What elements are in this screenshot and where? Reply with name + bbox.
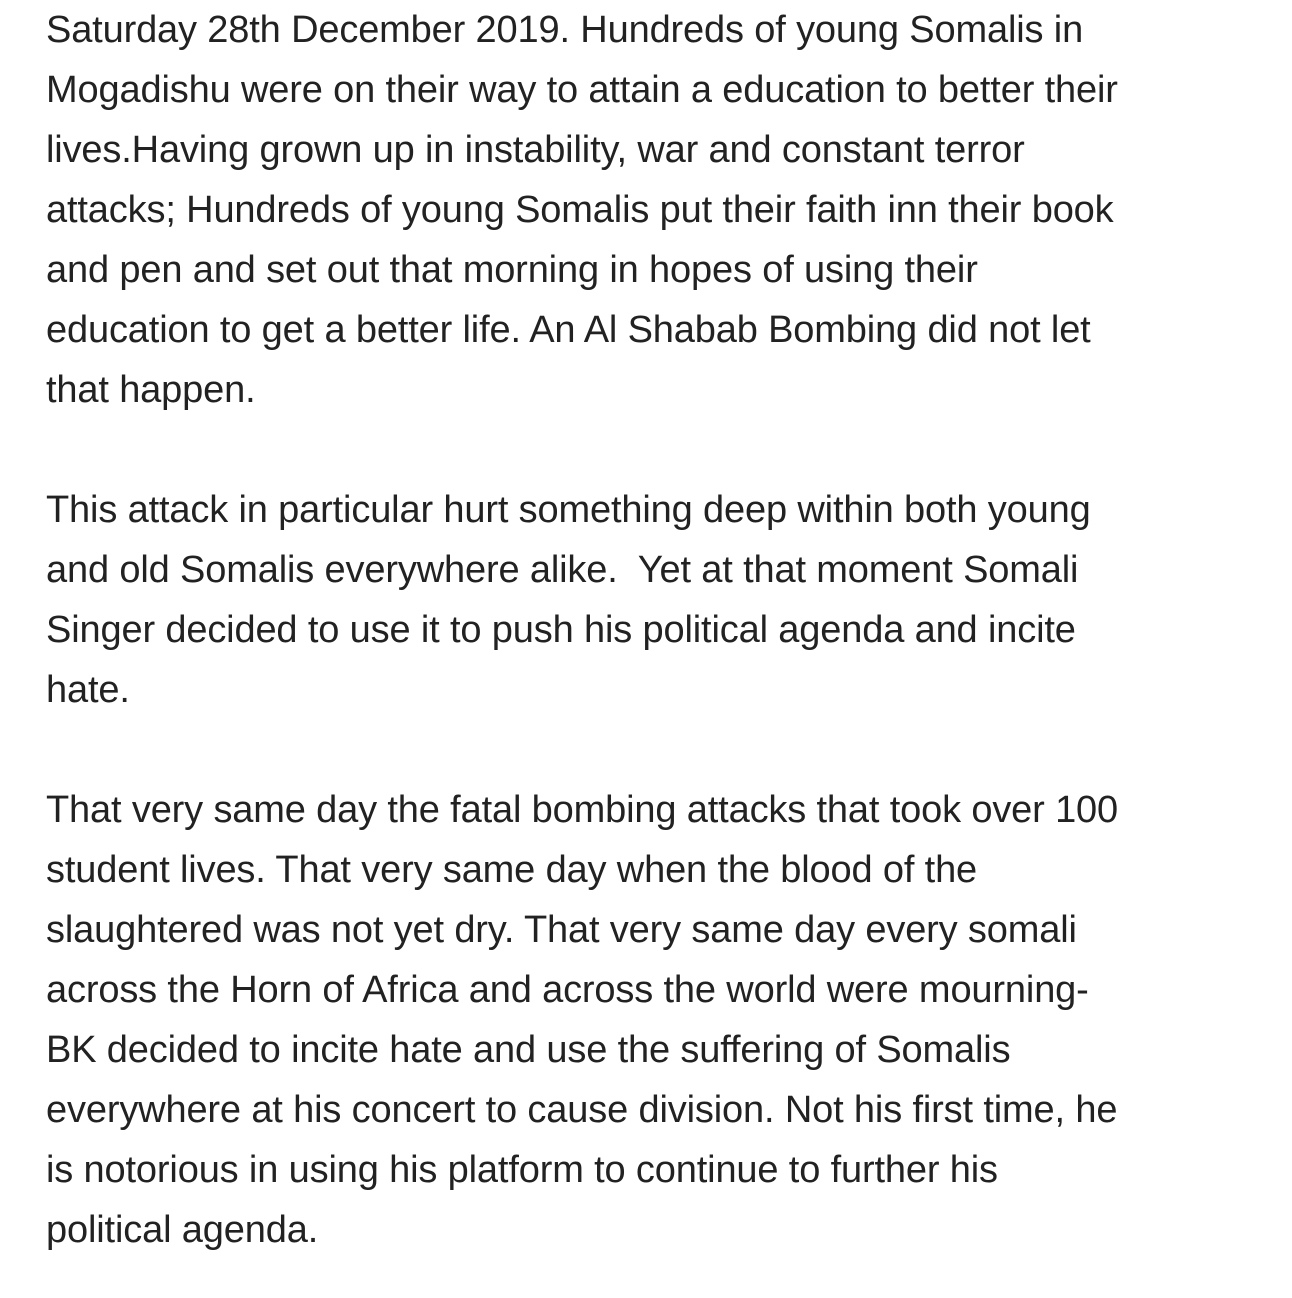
paragraph-line: hate. <box>46 669 130 711</box>
paragraph-line: Mogadishu were on their way to attain a education to better their <box>46 69 1118 111</box>
paragraph-line: education to get a better life. An Al Shabab Bombing did not let <box>46 309 1091 351</box>
paragraph-line: That very same day the fatal bombing attacks that took over 100 <box>46 789 1119 831</box>
paragraph-spacer <box>46 720 1246 780</box>
paragraph-line: Singer decided to use it to push his political agenda and incite <box>46 609 1076 651</box>
paragraph-3 <box>46 780 1246 1260</box>
paragraph-line: BK decided to incite hate and use the suffering of Somalis <box>46 1029 1011 1071</box>
paragraph-line: is notorious in using his platform to continue to further his <box>46 1149 998 1191</box>
article-body <box>46 0 1246 1260</box>
paragraph-line: attacks; Hundreds of young Somalis put their faith inn their book <box>46 189 1114 231</box>
paragraph-1 <box>46 0 1246 420</box>
paragraph-line: political agenda. <box>46 1209 319 1251</box>
paragraph-line: across the Horn of Africa and across the world were mourning- <box>46 969 1089 1011</box>
paragraph-line: and old Somalis everywhere alike. Yet at that moment Somali <box>46 549 1079 591</box>
paragraph-line: that happen. <box>46 369 256 411</box>
paragraph-2 <box>46 480 1246 720</box>
paragraph-line: student lives. That very same day when the blood of the <box>46 849 978 891</box>
paragraph-line: slaughtered was not yet dry. That very same day every somali <box>46 909 1077 951</box>
paragraph-line: and pen and set out that morning in hopes of using their <box>46 249 978 291</box>
paragraph-spacer <box>46 420 1246 480</box>
paragraph-line: everywhere at his concert to cause division. Not his first time, he <box>46 1089 1118 1131</box>
paragraph-line: This attack in particular hurt something deep within both young <box>46 489 1091 531</box>
paragraph-line: Saturday 28th December 2019. Hundreds of young Somalis in <box>46 9 1084 51</box>
paragraph-line: lives.Having grown up in instability, war and constant terror <box>46 129 1025 171</box>
